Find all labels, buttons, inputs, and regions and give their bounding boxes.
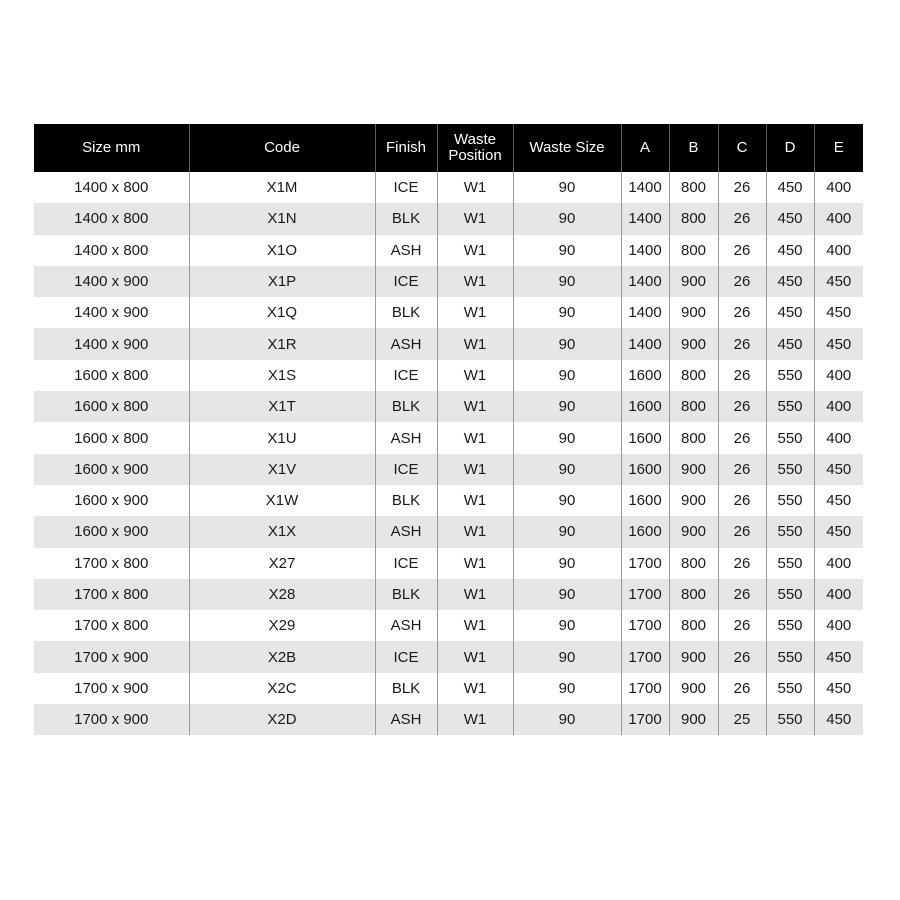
cell-c: 26 <box>718 328 766 359</box>
cell-d: 450 <box>766 297 814 328</box>
cell-size: 1600 x 900 <box>34 454 189 485</box>
cell-b: 800 <box>669 579 718 610</box>
table-row <box>34 641 863 672</box>
table-row <box>34 673 863 704</box>
cell-b: 900 <box>669 328 718 359</box>
cell-a: 1600 <box>621 516 669 547</box>
cell-a: 1600 <box>621 454 669 485</box>
cell-c: 25 <box>718 704 766 735</box>
table-body <box>34 172 863 735</box>
cell-finish: BLK <box>375 203 437 234</box>
cell-waste-size: 90 <box>513 297 621 328</box>
table-row <box>34 422 863 453</box>
cell-finish: ASH <box>375 235 437 266</box>
table-row <box>34 548 863 579</box>
cell-size: 1700 x 800 <box>34 548 189 579</box>
cell-waste-position: W1 <box>437 422 513 453</box>
cell-waste-position: W1 <box>437 704 513 735</box>
cell-e: 450 <box>814 485 863 516</box>
cell-waste-position: W1 <box>437 641 513 672</box>
cell-waste-size: 90 <box>513 641 621 672</box>
cell-d: 550 <box>766 422 814 453</box>
cell-d: 550 <box>766 516 814 547</box>
table-row <box>34 328 863 359</box>
cell-a: 1600 <box>621 422 669 453</box>
cell-code: X1R <box>189 328 375 359</box>
cell-b: 900 <box>669 673 718 704</box>
cell-waste-position: W1 <box>437 673 513 704</box>
cell-finish: ICE <box>375 360 437 391</box>
cell-a: 1700 <box>621 641 669 672</box>
cell-size: 1400 x 900 <box>34 266 189 297</box>
cell-size: 1400 x 900 <box>34 297 189 328</box>
cell-b: 900 <box>669 266 718 297</box>
cell-size: 1600 x 800 <box>34 360 189 391</box>
header-col-a: A <box>621 124 669 172</box>
cell-d: 550 <box>766 641 814 672</box>
cell-a: 1700 <box>621 673 669 704</box>
table-row <box>34 203 863 234</box>
cell-a: 1600 <box>621 391 669 422</box>
cell-finish: ICE <box>375 172 437 203</box>
cell-d: 450 <box>766 235 814 266</box>
table-row <box>34 360 863 391</box>
spec-table <box>34 124 863 735</box>
cell-finish: ICE <box>375 548 437 579</box>
cell-waste-position: W1 <box>437 266 513 297</box>
cell-c: 26 <box>718 610 766 641</box>
cell-size: 1400 x 900 <box>34 328 189 359</box>
cell-d: 550 <box>766 579 814 610</box>
cell-size: 1700 x 800 <box>34 610 189 641</box>
cell-e: 400 <box>814 610 863 641</box>
cell-c: 26 <box>718 203 766 234</box>
cell-finish: ICE <box>375 641 437 672</box>
cell-e: 400 <box>814 235 863 266</box>
cell-d: 550 <box>766 610 814 641</box>
table-row <box>34 704 863 735</box>
cell-c: 26 <box>718 266 766 297</box>
cell-code: X1W <box>189 485 375 516</box>
cell-d: 450 <box>766 172 814 203</box>
cell-d: 550 <box>766 548 814 579</box>
cell-c: 26 <box>718 454 766 485</box>
cell-code: X1U <box>189 422 375 453</box>
cell-b: 800 <box>669 235 718 266</box>
cell-b: 900 <box>669 704 718 735</box>
cell-waste-position: W1 <box>437 548 513 579</box>
cell-e: 400 <box>814 422 863 453</box>
cell-waste-size: 90 <box>513 328 621 359</box>
cell-a: 1600 <box>621 360 669 391</box>
cell-d: 550 <box>766 485 814 516</box>
table-header <box>34 124 863 172</box>
cell-c: 26 <box>718 673 766 704</box>
cell-e: 450 <box>814 297 863 328</box>
cell-waste-size: 90 <box>513 704 621 735</box>
cell-c: 26 <box>718 579 766 610</box>
cell-a: 1400 <box>621 235 669 266</box>
cell-size: 1600 x 900 <box>34 485 189 516</box>
cell-c: 26 <box>718 297 766 328</box>
cell-b: 900 <box>669 641 718 672</box>
cell-waste-position: W1 <box>437 454 513 485</box>
cell-d: 550 <box>766 360 814 391</box>
cell-waste-position: W1 <box>437 235 513 266</box>
table-row <box>34 297 863 328</box>
cell-c: 26 <box>718 422 766 453</box>
cell-b: 800 <box>669 610 718 641</box>
cell-e: 450 <box>814 516 863 547</box>
cell-code: X1N <box>189 203 375 234</box>
header-row <box>34 124 863 172</box>
cell-size: 1600 x 800 <box>34 422 189 453</box>
cell-finish: BLK <box>375 579 437 610</box>
spec-table-container <box>34 124 863 735</box>
cell-a: 1400 <box>621 203 669 234</box>
cell-code: X1Q <box>189 297 375 328</box>
cell-c: 26 <box>718 360 766 391</box>
cell-e: 450 <box>814 641 863 672</box>
cell-c: 26 <box>718 485 766 516</box>
cell-e: 450 <box>814 704 863 735</box>
cell-finish: ASH <box>375 422 437 453</box>
cell-waste-size: 90 <box>513 422 621 453</box>
cell-waste-size: 90 <box>513 516 621 547</box>
cell-e: 450 <box>814 266 863 297</box>
header-col-b: B <box>669 124 718 172</box>
cell-d: 450 <box>766 266 814 297</box>
cell-finish: BLK <box>375 297 437 328</box>
header-col-size: Size mm <box>34 124 189 172</box>
cell-a: 1400 <box>621 266 669 297</box>
cell-b: 900 <box>669 485 718 516</box>
cell-b: 900 <box>669 516 718 547</box>
cell-code: X1V <box>189 454 375 485</box>
cell-c: 26 <box>718 516 766 547</box>
cell-e: 450 <box>814 673 863 704</box>
cell-b: 900 <box>669 454 718 485</box>
table-row <box>34 610 863 641</box>
cell-d: 550 <box>766 391 814 422</box>
cell-a: 1700 <box>621 704 669 735</box>
cell-c: 26 <box>718 641 766 672</box>
table-row <box>34 454 863 485</box>
cell-waste-size: 90 <box>513 360 621 391</box>
cell-c: 26 <box>718 548 766 579</box>
cell-finish: BLK <box>375 391 437 422</box>
cell-waste-position: W1 <box>437 172 513 203</box>
cell-code: X2B <box>189 641 375 672</box>
cell-size: 1700 x 800 <box>34 579 189 610</box>
cell-e: 400 <box>814 203 863 234</box>
cell-b: 800 <box>669 548 718 579</box>
cell-waste-size: 90 <box>513 235 621 266</box>
cell-code: X1M <box>189 172 375 203</box>
cell-e: 400 <box>814 579 863 610</box>
cell-waste-size: 90 <box>513 548 621 579</box>
cell-c: 26 <box>718 391 766 422</box>
cell-waste-size: 90 <box>513 673 621 704</box>
cell-waste-position: W1 <box>437 485 513 516</box>
header-col-d: D <box>766 124 814 172</box>
cell-waste-size: 90 <box>513 485 621 516</box>
cell-code: X1P <box>189 266 375 297</box>
cell-size: 1400 x 800 <box>34 235 189 266</box>
cell-waste-size: 90 <box>513 172 621 203</box>
cell-e: 400 <box>814 548 863 579</box>
cell-finish: ASH <box>375 610 437 641</box>
cell-e: 450 <box>814 328 863 359</box>
cell-finish: ASH <box>375 704 437 735</box>
cell-a: 1700 <box>621 579 669 610</box>
cell-waste-size: 90 <box>513 391 621 422</box>
cell-a: 1400 <box>621 328 669 359</box>
cell-size: 1400 x 800 <box>34 172 189 203</box>
cell-code: X28 <box>189 579 375 610</box>
cell-size: 1700 x 900 <box>34 704 189 735</box>
cell-waste-position: W1 <box>437 203 513 234</box>
cell-size: 1700 x 900 <box>34 641 189 672</box>
cell-a: 1600 <box>621 485 669 516</box>
cell-waste-position: W1 <box>437 579 513 610</box>
header-col-e: E <box>814 124 863 172</box>
cell-a: 1700 <box>621 610 669 641</box>
cell-waste-size: 90 <box>513 203 621 234</box>
cell-code: X2D <box>189 704 375 735</box>
cell-finish: ICE <box>375 266 437 297</box>
cell-e: 400 <box>814 172 863 203</box>
cell-waste-size: 90 <box>513 454 621 485</box>
cell-code: X1T <box>189 391 375 422</box>
cell-b: 800 <box>669 422 718 453</box>
cell-finish: ASH <box>375 516 437 547</box>
cell-code: X29 <box>189 610 375 641</box>
cell-waste-position: W1 <box>437 360 513 391</box>
cell-code: X2C <box>189 673 375 704</box>
cell-finish: BLK <box>375 673 437 704</box>
table-row <box>34 516 863 547</box>
cell-finish: BLK <box>375 485 437 516</box>
cell-e: 400 <box>814 360 863 391</box>
cell-waste-size: 90 <box>513 610 621 641</box>
cell-b: 800 <box>669 172 718 203</box>
cell-c: 26 <box>718 172 766 203</box>
cell-b: 800 <box>669 360 718 391</box>
cell-e: 400 <box>814 391 863 422</box>
cell-d: 550 <box>766 673 814 704</box>
table-row <box>34 579 863 610</box>
cell-b: 900 <box>669 297 718 328</box>
cell-code: X1S <box>189 360 375 391</box>
cell-waste-size: 90 <box>513 579 621 610</box>
cell-finish: ASH <box>375 328 437 359</box>
table-row <box>34 266 863 297</box>
cell-a: 1700 <box>621 548 669 579</box>
table-row <box>34 485 863 516</box>
header-col-code: Code <box>189 124 375 172</box>
cell-size: 1600 x 900 <box>34 516 189 547</box>
table-row <box>34 391 863 422</box>
cell-waste-size: 90 <box>513 266 621 297</box>
cell-waste-position: W1 <box>437 328 513 359</box>
header-col-waste-position: Waste Position <box>437 124 513 172</box>
cell-waste-position: W1 <box>437 297 513 328</box>
cell-size: 1700 x 900 <box>34 673 189 704</box>
cell-d: 450 <box>766 203 814 234</box>
cell-code: X1O <box>189 235 375 266</box>
cell-waste-position: W1 <box>437 610 513 641</box>
header-col-c: C <box>718 124 766 172</box>
cell-size: 1600 x 800 <box>34 391 189 422</box>
cell-a: 1400 <box>621 297 669 328</box>
table-row <box>34 172 863 203</box>
cell-d: 450 <box>766 328 814 359</box>
table-row <box>34 235 863 266</box>
cell-b: 800 <box>669 203 718 234</box>
cell-waste-position: W1 <box>437 391 513 422</box>
cell-code: X27 <box>189 548 375 579</box>
header-col-finish: Finish <box>375 124 437 172</box>
cell-e: 450 <box>814 454 863 485</box>
header-col-waste-size: Waste Size <box>513 124 621 172</box>
cell-a: 1400 <box>621 172 669 203</box>
cell-size: 1400 x 800 <box>34 203 189 234</box>
cell-b: 800 <box>669 391 718 422</box>
cell-d: 550 <box>766 454 814 485</box>
cell-c: 26 <box>718 235 766 266</box>
cell-waste-position: W1 <box>437 516 513 547</box>
cell-finish: ICE <box>375 454 437 485</box>
cell-d: 550 <box>766 704 814 735</box>
cell-code: X1X <box>189 516 375 547</box>
